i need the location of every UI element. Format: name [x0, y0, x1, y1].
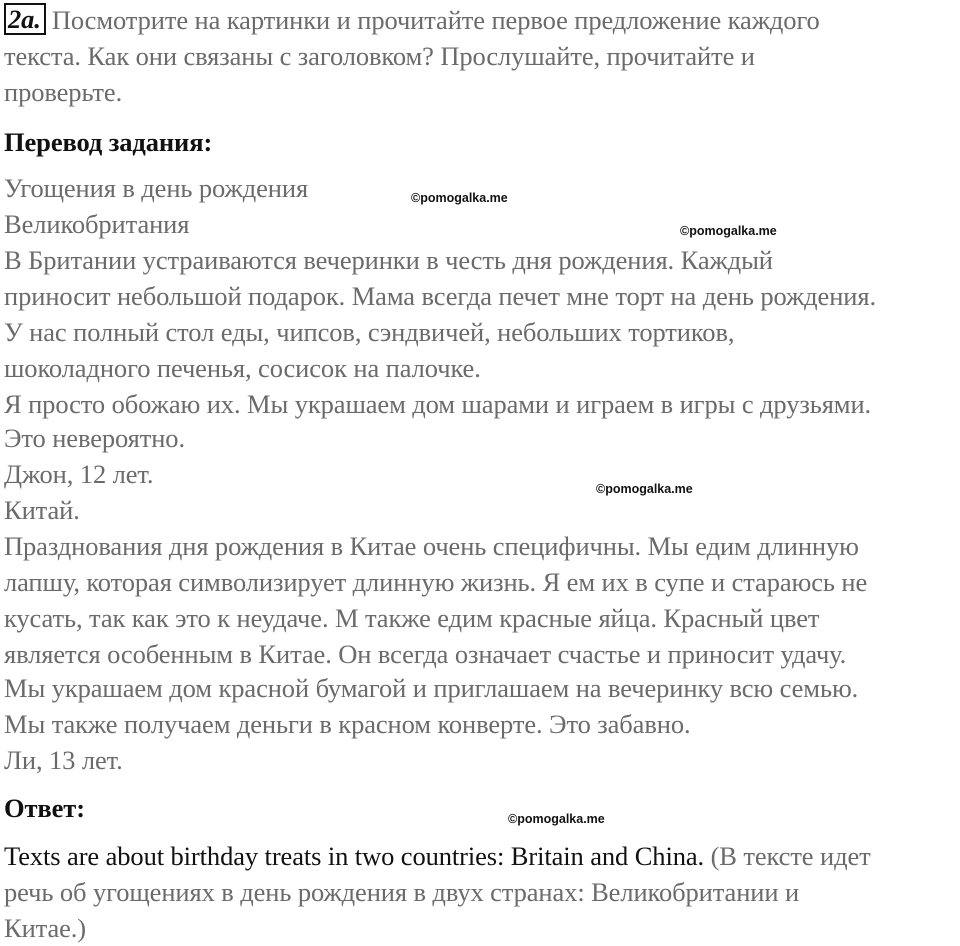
translation-line: Празднования дня рождения в Китае очень специфичны. Мы едим длинную	[4, 531, 859, 561]
translation-line: шоколадного печенья, сосисок на палочке.	[4, 353, 481, 383]
translation-line: Мы также получаем деньги в красном конверте. Это забавно.	[4, 709, 691, 739]
translation-line: лапшу, которая символизирует длинную жизнь. Я ем их в супе и стараюсь не	[4, 567, 868, 597]
answer-line-1	[4, 838, 871, 874]
translation-heading: Перевод задания:	[4, 127, 213, 157]
translation-line: приносит небольшой подарок. Мама всегда печет мне торт на день рождения.	[4, 281, 876, 311]
answer-russian: (В тексте идет	[704, 841, 871, 871]
translation-line: Угощения в день рождения	[4, 173, 309, 203]
watermark: ©pomogalka.me	[596, 482, 693, 496]
answer-line-2: речь об угощениях в день рождения в двух странах: Великобритании и	[4, 877, 800, 907]
translation-line: Ли, 13 лет.	[4, 745, 123, 775]
translation-line: Это невероятно.	[4, 423, 185, 453]
translation-line: кусать, так как это к неудаче. М также едим красные яйца. Красный цвет	[4, 603, 820, 633]
watermark: ©pomogalka.me	[411, 191, 508, 205]
translation-line: Мы украшаем дом красной бумагой и приглашаем на вечеринку всю семью.	[4, 673, 859, 703]
watermark: ©pomogalka.me	[508, 812, 605, 826]
task-line-3: проверьте.	[4, 77, 123, 107]
answer-heading: Ответ:	[4, 793, 85, 823]
task-text: Посмотрите на картинки и прочитайте первое предложение каждого	[51, 5, 820, 35]
translation-line: Я просто обожаю их. Мы украшаем дом шарами и играем в игры с друзьями.	[4, 389, 872, 419]
answer-english: Texts are about birthday treats in two countries: Britain and China.	[4, 841, 705, 871]
translation-line: В Британии устраиваются вечеринки в честь дня рождения. Каждый	[4, 245, 773, 275]
task-line-2: текста. Как они связаны с заголовком? Прослушайте, прочитайте и	[4, 41, 755, 71]
task-number-badge: 2a.	[4, 3, 46, 35]
translation-line: Китай.	[4, 495, 80, 525]
watermark: ©pomogalka.me	[680, 224, 777, 238]
translation-line: Джон, 12 лет.	[4, 459, 154, 489]
translation-line: У нас полный стол еды, чипсов, сэндвичей, небольших тортиков,	[4, 317, 735, 347]
task-line-1	[4, 2, 820, 38]
answer-line-3: Китае.)	[4, 913, 87, 943]
translation-line: является особенным в Китае. Он всегда означает счастье и приносит удачу.	[4, 639, 847, 669]
translation-line: Великобритания	[4, 209, 190, 239]
